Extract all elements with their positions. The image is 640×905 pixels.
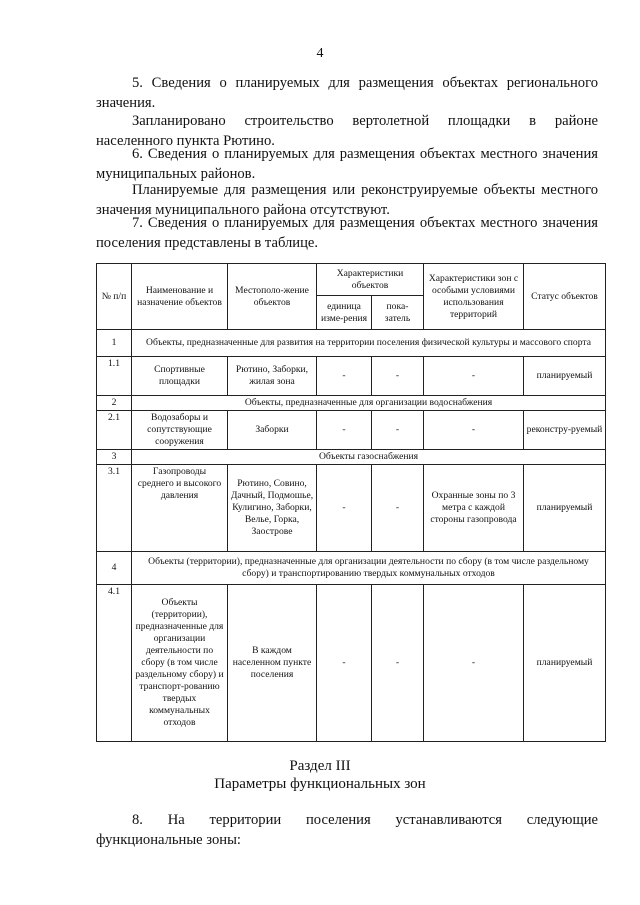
cell-indicator: - — [372, 585, 424, 742]
section-subheading: Параметры функциональных зон — [214, 776, 426, 792]
cell-num: 4.1 — [97, 585, 132, 742]
section-num: 1 — [97, 330, 132, 357]
page-number: 4 — [316, 46, 324, 61]
cell-unit: - — [317, 465, 372, 552]
paragraph-helipad: Запланировано строительство вертолетной площадки в районе населенного пункта Рютино. — [96, 113, 598, 149]
cell-indicator: - — [372, 465, 424, 552]
section-row — [97, 552, 606, 585]
section-heading: Раздел III — [289, 758, 351, 774]
cell-unit: - — [317, 357, 372, 396]
section-title: Объекты газоснабжения — [132, 450, 606, 465]
header-characteristics: Характеристики объектов — [317, 264, 424, 296]
cell-unit: - — [317, 411, 372, 450]
cell-status: планируемый — [524, 585, 606, 742]
header-name: Наименование и назначение объектов — [132, 264, 228, 330]
cell-location: Рютино, Заборки, жилая зона — [228, 357, 317, 396]
cell-zones: - — [424, 411, 524, 450]
section-row — [97, 396, 606, 411]
cell-num: 1.1 — [97, 357, 132, 396]
cell-num: 3.1 — [97, 465, 132, 552]
cell-name: Объекты (территории), предназначенные для организации деятельности по сбору (в том числе раздельному сбору) и транспорт-рованию твердых коммунальных отходов — [132, 585, 228, 742]
table-row — [97, 585, 606, 742]
section-title: Объекты, предназначенные для организации водоснабжения — [132, 396, 606, 411]
cell-zones: Охранные зоны по 3 метра с каждой стороны газопровода — [424, 465, 524, 552]
paragraph-district-objects: 6. Сведения о планируемых для размещения объектах местного значения муниципальных районов. — [96, 146, 598, 182]
cell-location: Заборки — [228, 411, 317, 450]
section-row — [97, 450, 606, 465]
cell-indicator: - — [372, 357, 424, 396]
header-unit: единица изме-рения — [317, 296, 372, 330]
cell-status: реконстру-руемый — [524, 411, 606, 450]
cell-unit: - — [317, 585, 372, 742]
cell-location: В каждом населенном пункте поселения — [228, 585, 317, 742]
section-title: Объекты (территории), предназначенные для организации деятельности по сбору (в том числе раздельному сбору) и транспортированию твердых коммунальных отходов — [132, 552, 606, 585]
paragraph-district-absent: Планируемые для размещения или реконструируемые объекты местного значения муниципального района отсутствуют. — [96, 182, 598, 218]
paragraph-regional-objects: 5. Сведения о планируемых для размещения объектах регионального значения. — [96, 75, 598, 111]
header-indicator: пока-затель — [372, 296, 424, 330]
paragraph-functional-zones: 8. На территории поселения устанавливаются следующие функциональные зоны: — [96, 812, 598, 848]
cell-name: Водозаборы и сопутствующие сооружения — [132, 411, 228, 450]
table-row — [97, 465, 606, 552]
cell-name: Спортивные площадки — [132, 357, 228, 396]
cell-num: 2.1 — [97, 411, 132, 450]
header-zones: Характеристики зон с особыми условиями использования территорий — [424, 264, 524, 330]
section-row — [97, 330, 606, 357]
cell-location: Рютино, Совино, Дачный, Подмошье, Кулигино, Заборки, Велье, Горка, Заострове — [228, 465, 317, 552]
section-num: 4 — [97, 552, 132, 585]
cell-status: планируемый — [524, 465, 606, 552]
header-num: № п/п — [97, 264, 132, 330]
cell-zones: - — [424, 585, 524, 742]
section-num: 2 — [97, 396, 132, 411]
cell-status: планируемый — [524, 357, 606, 396]
objects-table — [96, 263, 606, 742]
header-status: Статус объектов — [524, 264, 606, 330]
paragraph-settlement-objects: 7. Сведения о планируемых для размещения объектах местного значения поселения представлены в таблице. — [96, 215, 598, 251]
cell-indicator: - — [372, 411, 424, 450]
section-num: 3 — [97, 450, 132, 465]
cell-name: Газопроводы среднего и высокого давления — [132, 465, 228, 552]
header-location: Местополо-жение объектов — [228, 264, 317, 330]
table-row — [97, 357, 606, 396]
section-title: Объекты, предназначенные для развития на территории поселения физической культуры и массового спорта — [132, 330, 606, 357]
table-row — [97, 411, 606, 450]
cell-zones: - — [424, 357, 524, 396]
